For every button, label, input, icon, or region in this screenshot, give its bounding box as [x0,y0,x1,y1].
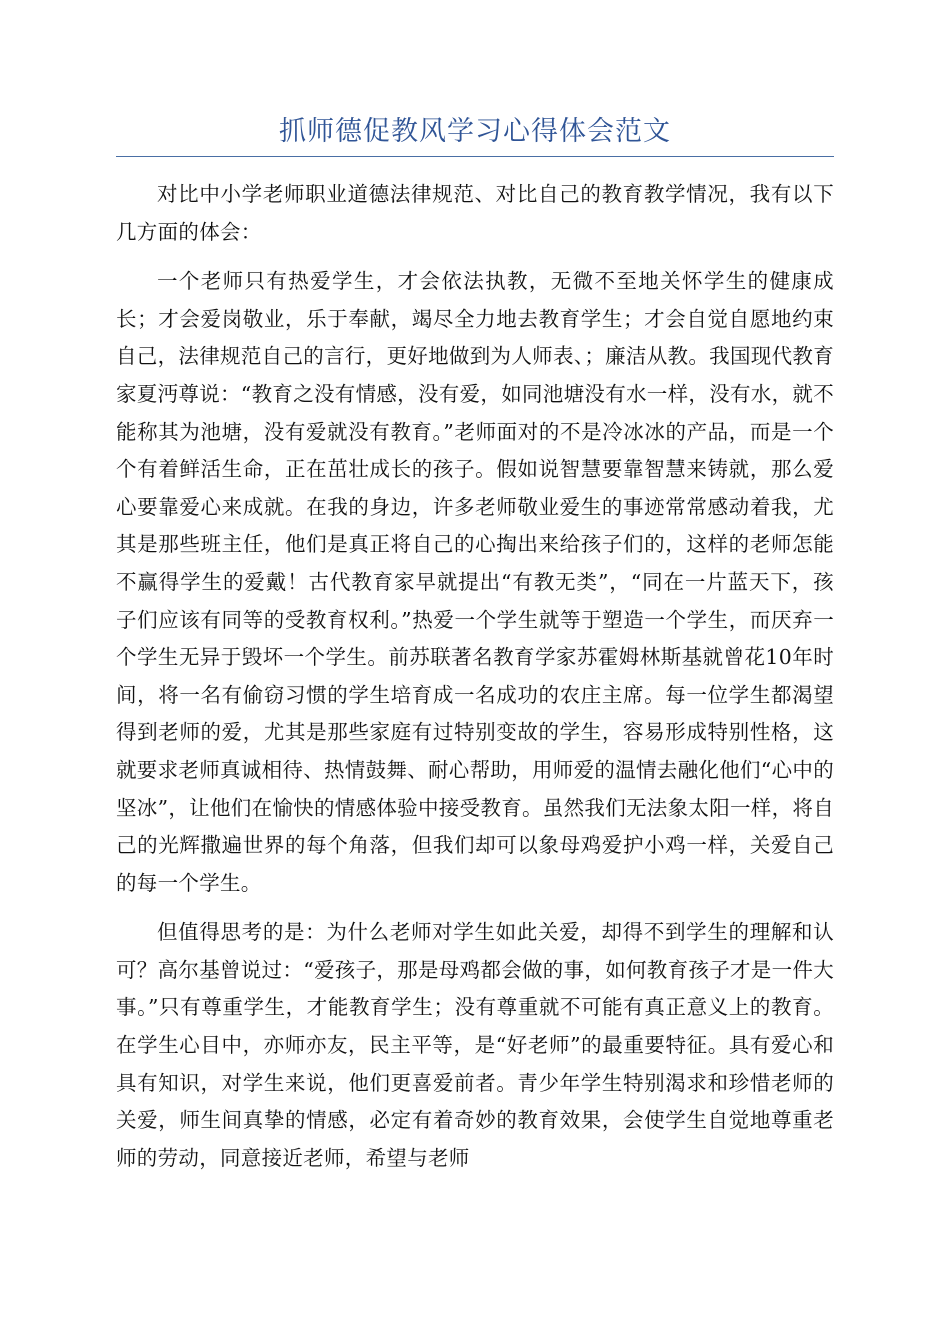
document-body [116,176,834,1189]
document-title: 抓师德促教风学习心得体会范文 [279,116,671,147]
title-block [116,108,834,157]
paragraph-respect-students: 但值得思考的是：为什么老师对学生如此关爱，却得不到学生的理解和认可？高尔基曾说过：“爱孩子，那是母鸡都会做的事，如何教育孩子才是一件大事。”只有尊重学生，才能教育学生；没有尊重就不可能有真正意义上的教育。在学生心目中，亦师亦友，民主平等，是“好老师”的最重要特征。具有爱心和具有知识，对学生来说，他们更喜爱前者。青少年学生特别渴求和珍惜老师的关爱，师生间真挚的情感，必定有着奇妙的教育效果，会使学生自觉地尊重老师的劳动，同意接近老师，希望与老师 [116,920,834,1170]
paragraph-intro: 对比中小学老师职业道德法律规范、对比自己的教育教学情况，我有以下几方面的体会： [116,182,834,244]
paragraph-love-students: 一个老师只有热爱学生，才会依法执教，无微不至地关怀学生的健康成长；才会爱岗敬业，乐于奉献，竭尽全力地去教育学生；才会自觉自愿地约束自己，法律规范自己的言行，更好地做到为人师表、；廉洁从教。我国现代教育家夏沔尊说：“教育之没有情感，没有爱，如同池塘没有水一样，没有水，就不能称其为池塘，没有爱就没有教育。”老师面对的不是冷冰冰的产品，而是一个个有着鲜活生命，正在茁壮成长的孩子。假如说智慧要靠智慧来铸就，那么爱心要靠爱心来成就。在我的身边，许多老师敬业爱生的事迹常常感动着我，尤其是那些班主任，他们是真正将自己的心掏出来给孩子们的，这样的老师怎能不赢得学生的爱戴！古代教育家早就提出“有教无类”，“同在一片蓝天下，孩子们应该有同等的受教育权利。”热爱一个学生就等于塑造一个学生，而厌弃一个学生无异于毁坏一个学生。前苏联著名教育学家苏霍姆林斯基就曾花10年时间，将一名有偷窃习惯的学生培育成一名成功的农庄主席。每一位学生都渴望得到老师的爱，尤其是那些家庭有过特别变故的学生，容易形成特别性格，这就要求老师真诚相待、热情鼓舞、耐心帮助，用师爱的温情去融化他们“心中的坚冰”，让他们在愉快的情感体验中接受教育。虽然我们无法象太阳一样，将自己的光辉撒遍世界的每个角落，但我们却可以象母鸡爱护小鸡一样，关爱自己的每一个学生。 [116,269,834,895]
